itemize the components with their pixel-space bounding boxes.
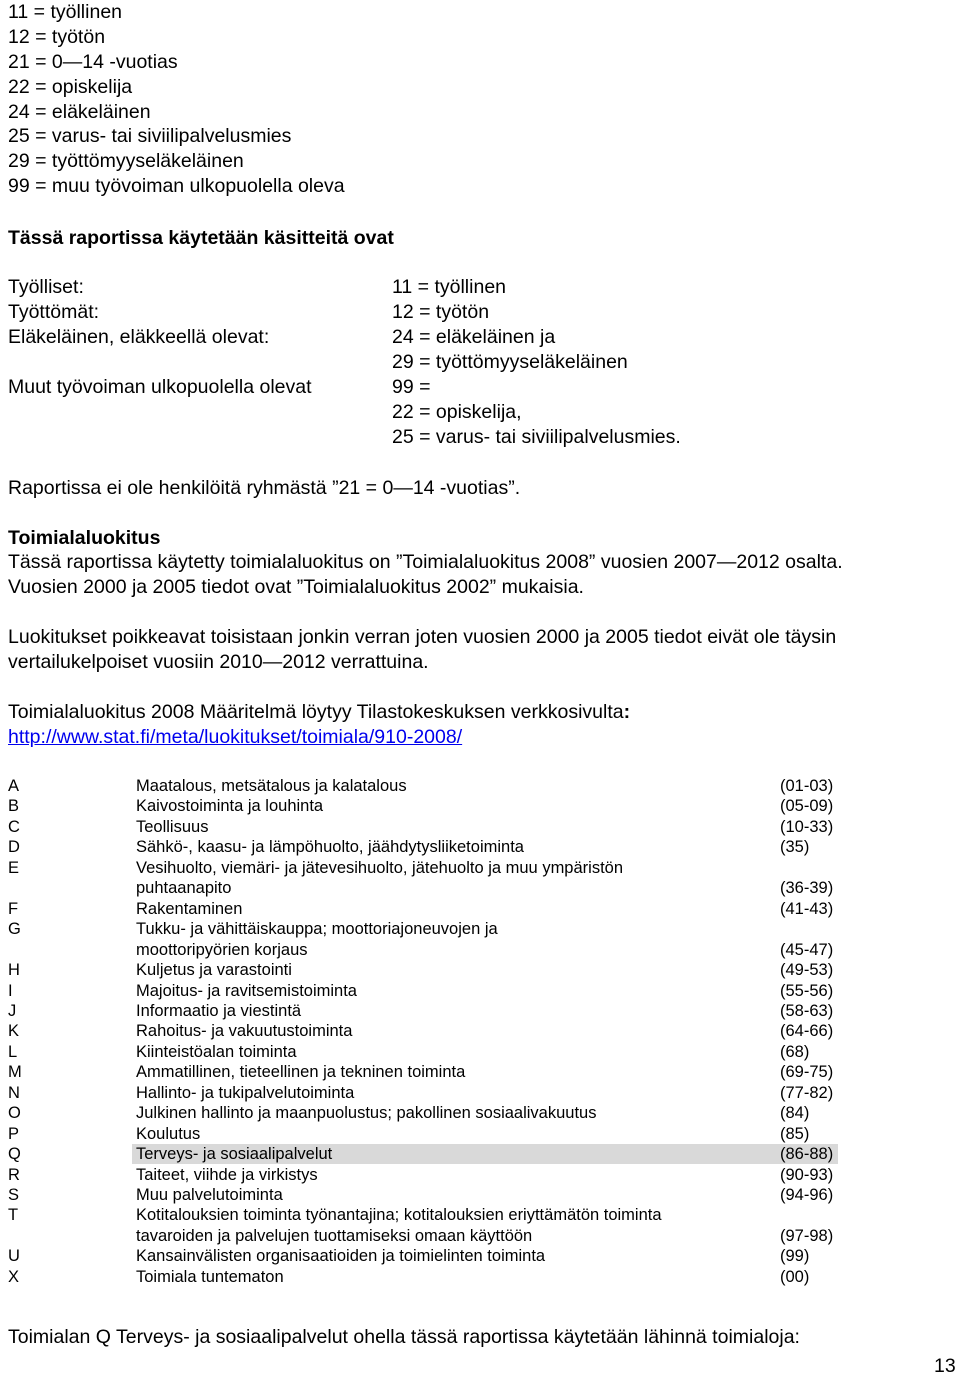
industry-code: (86-88) <box>780 1145 834 1163</box>
classification-text: Vuosien 2000 ja 2005 tiedot ovat ”Toimialaluokitus 2002” mukaisia. <box>8 576 584 598</box>
industry-code: (58-63) <box>780 1002 834 1020</box>
industry-letter: L <box>8 1043 18 1061</box>
industry-name: Julkinen hallinto ja maanpuolustus; pakollinen sosiaalivakuutus <box>136 1104 597 1122</box>
code-line: 21 = 0—14 -vuotias <box>8 51 178 73</box>
industry-code: (69-75) <box>780 1063 834 1081</box>
industry-name: Koulutus <box>136 1125 201 1143</box>
industry-name-cont: moottoripyörien korjaus <box>136 941 308 959</box>
industry-name: Rakentaminen <box>136 900 243 918</box>
industry-name: Terveys- ja sosiaalipalvelut <box>136 1145 333 1163</box>
definition-link-line <box>8 725 462 749</box>
statistics-link[interactable]: http://www.stat.fi/meta/luokitukset/toimiala/910-2008/ <box>8 726 463 748</box>
code-line: 29 = työttömyyseläkeläinen <box>8 150 244 172</box>
industry-letter: N <box>8 1084 20 1102</box>
page-number: 13 <box>934 1355 956 1377</box>
industry-name: Sähkö-, kaasu- ja lämpöhuolto, jäähdytysliiketoiminta <box>136 838 524 856</box>
industry-code: (68) <box>780 1043 810 1061</box>
industry-name: Toimiala tuntematon <box>136 1268 284 1286</box>
industry-name: Informaatio ja viestintä <box>136 1002 302 1020</box>
closing-text: Toimialan Q Terveys- ja sosiaalipalvelut ohella tässä raportissa käytetään lähinnä toimialoja: <box>8 1326 800 1348</box>
industry-letter: F <box>8 900 19 918</box>
concept-value: 99 = <box>392 376 431 398</box>
industry-name: Maatalous, metsätalous ja kalatalous <box>136 777 407 795</box>
industry-letter: X <box>8 1268 20 1286</box>
industry-code: (36-39) <box>780 879 834 897</box>
definition-colon: : <box>623 701 631 723</box>
industry-letter: K <box>8 1022 20 1040</box>
concepts-heading: Tässä raportissa käytetään käsitteitä ovat <box>8 227 394 249</box>
industry-code: (01-03) <box>780 777 834 795</box>
concept-value: 12 = työtön <box>392 301 490 323</box>
industry-code: (97-98) <box>780 1227 834 1245</box>
note-no-children: Raportissa ei ole henkilöitä ryhmästä ”21 = 0—14 -vuotias”. <box>8 477 521 499</box>
classification-heading: Toimialaluokitus <box>8 527 161 549</box>
industry-name: Vesihuolto, viemäri- ja jätevesihuolto, jätehuolto ja muu ympäristön <box>136 859 624 877</box>
industry-code: (05-09) <box>780 797 834 815</box>
code-line: 99 = muu työvoiman ulkopuolella oleva <box>8 175 345 197</box>
industry-letter: S <box>8 1186 20 1204</box>
classification-text: Tässä raportissa käytetty toimialaluokitus on ”Toimialaluokitus 2008” vuosien 2007—2012 osalta. <box>8 551 843 573</box>
industry-name: Teollisuus <box>136 818 209 836</box>
concept-label: Eläkeläinen, eläkkeellä olevat: <box>8 326 270 348</box>
industry-letter: U <box>8 1247 20 1265</box>
code-line: 25 = varus- tai siviilipalvelusmies <box>8 125 292 147</box>
industry-letter: O <box>8 1104 21 1122</box>
industry-code: (00) <box>780 1268 810 1286</box>
concept-label: Työttömät: <box>8 301 100 323</box>
industry-name: Kansainvälisten organisaatioiden ja toimielinten toiminta <box>136 1247 546 1265</box>
industry-letter: Q <box>8 1145 21 1163</box>
concept-value: 25 = varus- tai siviilipalvelusmies. <box>392 426 681 448</box>
industry-letter: T <box>8 1206 19 1224</box>
industry-name: Kuljetus ja varastointi <box>136 961 292 979</box>
industry-code: (99) <box>780 1247 810 1265</box>
industry-name: Rahoitus- ja vakuutustoiminta <box>136 1022 353 1040</box>
industry-name: Kiinteistöalan toiminta <box>136 1043 297 1061</box>
industry-code: (84) <box>780 1104 810 1122</box>
industry-letter: I <box>8 982 13 1000</box>
industry-letter: C <box>8 818 20 836</box>
industry-letter: P <box>8 1125 20 1143</box>
industry-code: (85) <box>780 1125 810 1143</box>
industry-name-cont: puhtaanapito <box>136 879 232 897</box>
industry-code: (35) <box>780 838 810 856</box>
industry-code: (41-43) <box>780 900 834 918</box>
industry-letter: J <box>8 1002 17 1020</box>
industry-code: (45-47) <box>780 941 834 959</box>
industry-name-cont: tavaroiden ja palvelujen tuottamiseksi omaan käyttöön <box>136 1227 533 1245</box>
industry-code: (90-93) <box>780 1166 834 1184</box>
industry-name: Tukku- ja vähittäiskauppa; moottoriajoneuvojen ja <box>136 920 498 938</box>
industry-code: (10-33) <box>780 818 834 836</box>
industry-letter: R <box>8 1166 20 1184</box>
industry-letter: B <box>8 797 20 815</box>
concept-label: Muut työvoiman ulkopuolella olevat <box>8 376 312 398</box>
industry-code: (64-66) <box>780 1022 834 1040</box>
industry-name: Hallinto- ja tukipalvelutoiminta <box>136 1084 355 1102</box>
code-line: 24 = eläkeläinen <box>8 101 151 123</box>
classification-text: Luokitukset poikkeavat toisistaan jonkin verran joten vuosien 2000 ja 2005 tiedot eivät ole täysin <box>8 626 837 648</box>
code-line: 22 = opiskelija <box>8 76 133 98</box>
industry-letter: H <box>8 961 20 979</box>
industry-letter: G <box>8 920 21 938</box>
industry-code: (94-96) <box>780 1186 834 1204</box>
definition-label: Toimialaluokitus 2008 Määritelmä löytyy Tilastokeskuksen verkkosivulta <box>8 701 624 723</box>
industry-name: Kotitalouksien toiminta työnantajina; kotitalouksien eriyttämätön toiminta <box>136 1206 662 1224</box>
industry-name: Muu palvelutoiminta <box>136 1186 283 1204</box>
concept-value: 22 = opiskelija, <box>392 401 522 423</box>
industry-letter: D <box>8 838 20 856</box>
concept-value: 11 = työllinen <box>392 276 507 298</box>
definition-text <box>8 700 630 724</box>
concept-value: 24 = eläkeläinen ja <box>392 326 556 348</box>
industry-name: Taiteet, viihde ja virkistys <box>136 1166 318 1184</box>
industry-name: Majoitus- ja ravitsemistoiminta <box>136 982 357 1000</box>
industry-code: (49-53) <box>780 961 834 979</box>
industry-code: (77-82) <box>780 1084 834 1102</box>
industry-code: (55-56) <box>780 982 834 1000</box>
industry-name: Kaivostoiminta ja louhinta <box>136 797 324 815</box>
industry-letter: A <box>8 777 20 795</box>
industry-name: Ammatillinen, tieteellinen ja tekninen toiminta <box>136 1063 466 1081</box>
concept-label: Työlliset: <box>8 276 84 298</box>
classification-text: vertailukelpoiset vuosiin 2010—2012 verrattuina. <box>8 651 429 673</box>
industry-letter: M <box>8 1063 22 1081</box>
code-line: 11 = työllinen <box>8 1 123 23</box>
industry-letter: E <box>8 859 20 877</box>
code-line: 12 = työtön <box>8 26 106 48</box>
concept-value: 29 = työttömyyseläkeläinen <box>392 351 628 373</box>
